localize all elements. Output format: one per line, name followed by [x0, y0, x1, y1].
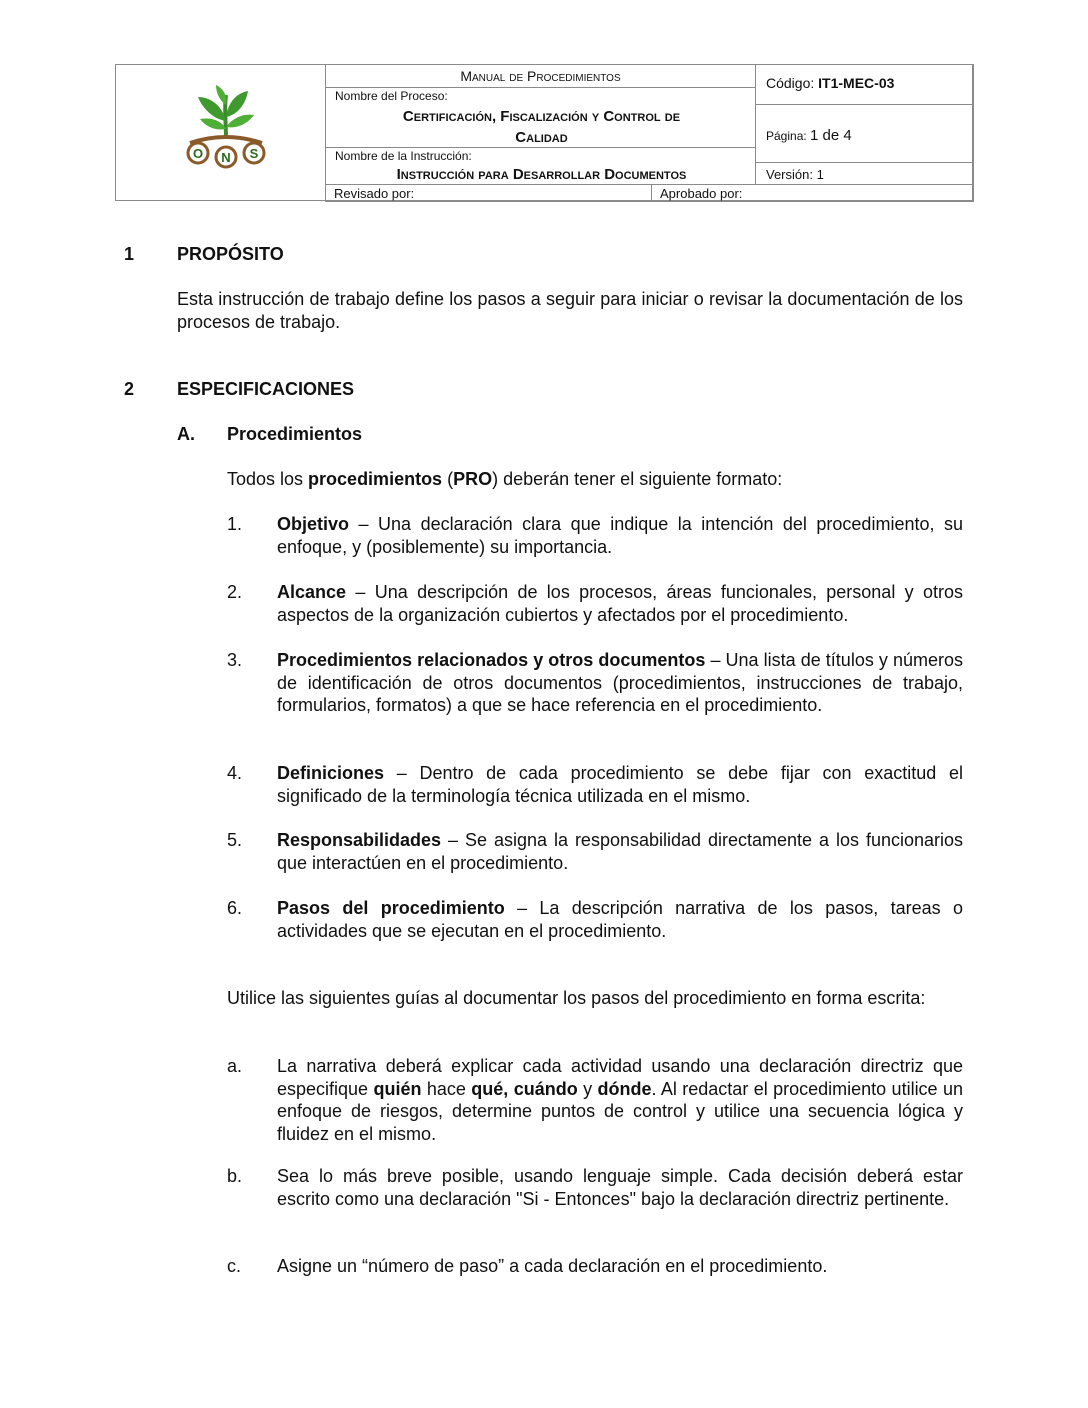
guide-item-b: Sea lo más breve posible, usando lenguaje simple. Cada decisión deberá estar escrito como una declaración "Si - Entonces" bajo la declaración directriz pertinente. — [277, 1166, 963, 1209]
page-label: Página: — [766, 129, 807, 143]
code-cell — [755, 64, 974, 105]
item-number: 5. — [227, 830, 243, 850]
process-cell — [325, 87, 756, 148]
guides-intro: Utilice las siguientes guías al documentar los pasos del procedimiento en forma escrita: — [227, 988, 926, 1008]
version-label: Versión: — [766, 167, 813, 182]
version-cell — [755, 162, 974, 185]
process-name-line2: Calidad — [515, 129, 568, 146]
list-item-procedimientos-relacionados: Procedimientos relacionados y otros documentos – Una lista de títulos y números de identificación de otros documentos (procedimientos, instrucciones de trabajo, formularios, formatos) a que se hace referencia en el procedimiento. — [277, 650, 964, 715]
logo-letter-o: O — [192, 146, 204, 161]
process-name-line1: Certificación, Fiscalización y Control de — [402, 108, 681, 125]
guide-letter: a. — [227, 1056, 243, 1076]
document-header — [115, 64, 973, 201]
item-number: 4. — [227, 763, 243, 783]
item-number: 6. — [227, 898, 243, 918]
item-number: 3. — [227, 650, 243, 670]
section1-text: Esta instrucción de trabajo define los pasos a seguir para iniciar o revisar la documentación de los procesos de trabajo. — [177, 289, 963, 332]
logo-letter-s: S — [249, 146, 259, 161]
page-cell — [755, 104, 974, 163]
process-label: Nombre del Proceso: — [335, 89, 448, 103]
section2-number: 2 — [124, 379, 135, 399]
list-item-responsabilidades: Responsabilidades – Se asigna la responsabilidad directamente a los funcionarios que interactúen en el procedimiento. — [277, 830, 963, 873]
section1-title: PROPÓSITO — [177, 244, 284, 264]
list-item-pasos: Pasos del procedimiento – La descripción narrativa de los pasos, tareas o actividades que se ejecutan en el procedimiento. — [277, 898, 963, 941]
format-intro: Todos los procedimientos (PRO) deberán tener el siguiente formato: — [227, 469, 783, 489]
guide-item-a: La narrativa deberá explicar cada actividad usando una declaración directriz que especifique quién hace qué, cuándo y dónde. Al redactar el procedimiento utilice un enfoque de riesgos, determine puntos de control y utilice una secuencia lógica y fluidez en el mismo. — [277, 1056, 963, 1144]
item-number: 1. — [227, 514, 243, 534]
instruction-label: Nombre de la Instrucción: — [335, 149, 472, 163]
list-item-alcance: Alcance – Una descripción de los procesos, áreas funcionales, personal y otros aspectos de la organización cubiertos y afectados por el procedimiento. — [277, 582, 963, 625]
logo-cell — [115, 64, 326, 201]
subsection-title: Procedimientos — [227, 424, 363, 444]
code-value: IT1-MEC-03 — [818, 75, 895, 91]
reviewed-by: Revisado por: — [325, 184, 652, 202]
guide-letter: b. — [227, 1166, 243, 1186]
code-label: Código: — [766, 75, 815, 91]
version-value: 1 — [816, 167, 824, 182]
list-item-objetivo: Objetivo – Una declaración clara que indique la intención del procedimiento, su enfoque, y (posiblemente) su importancia. — [277, 514, 963, 557]
section2-title: ESPECIFICACIONES — [177, 379, 355, 399]
approved-by: Aprobado por: — [651, 184, 974, 202]
guide-letter: c. — [227, 1256, 242, 1276]
instruction-name: Instrucción para Desarrollar Documentos — [396, 166, 687, 183]
item-number: 2. — [227, 582, 243, 602]
guide-item-c: Asigne un “número de paso” a cada declaración en el procedimiento. — [277, 1256, 828, 1276]
logo-letter-n: N — [221, 150, 231, 165]
instruction-cell — [325, 147, 756, 185]
manual-title: Manual de Procedimientos — [325, 64, 756, 88]
page-value: 1 de 4 — [810, 127, 852, 144]
list-item-definiciones: Definiciones – Dentro de cada procedimiento se debe fijar con exactitud el significado de la terminología técnica utilizada en el mismo. — [277, 763, 963, 806]
ons-logo — [176, 81, 276, 171]
section1-number: 1 — [124, 244, 135, 264]
subsection-letter: A. — [177, 424, 195, 444]
